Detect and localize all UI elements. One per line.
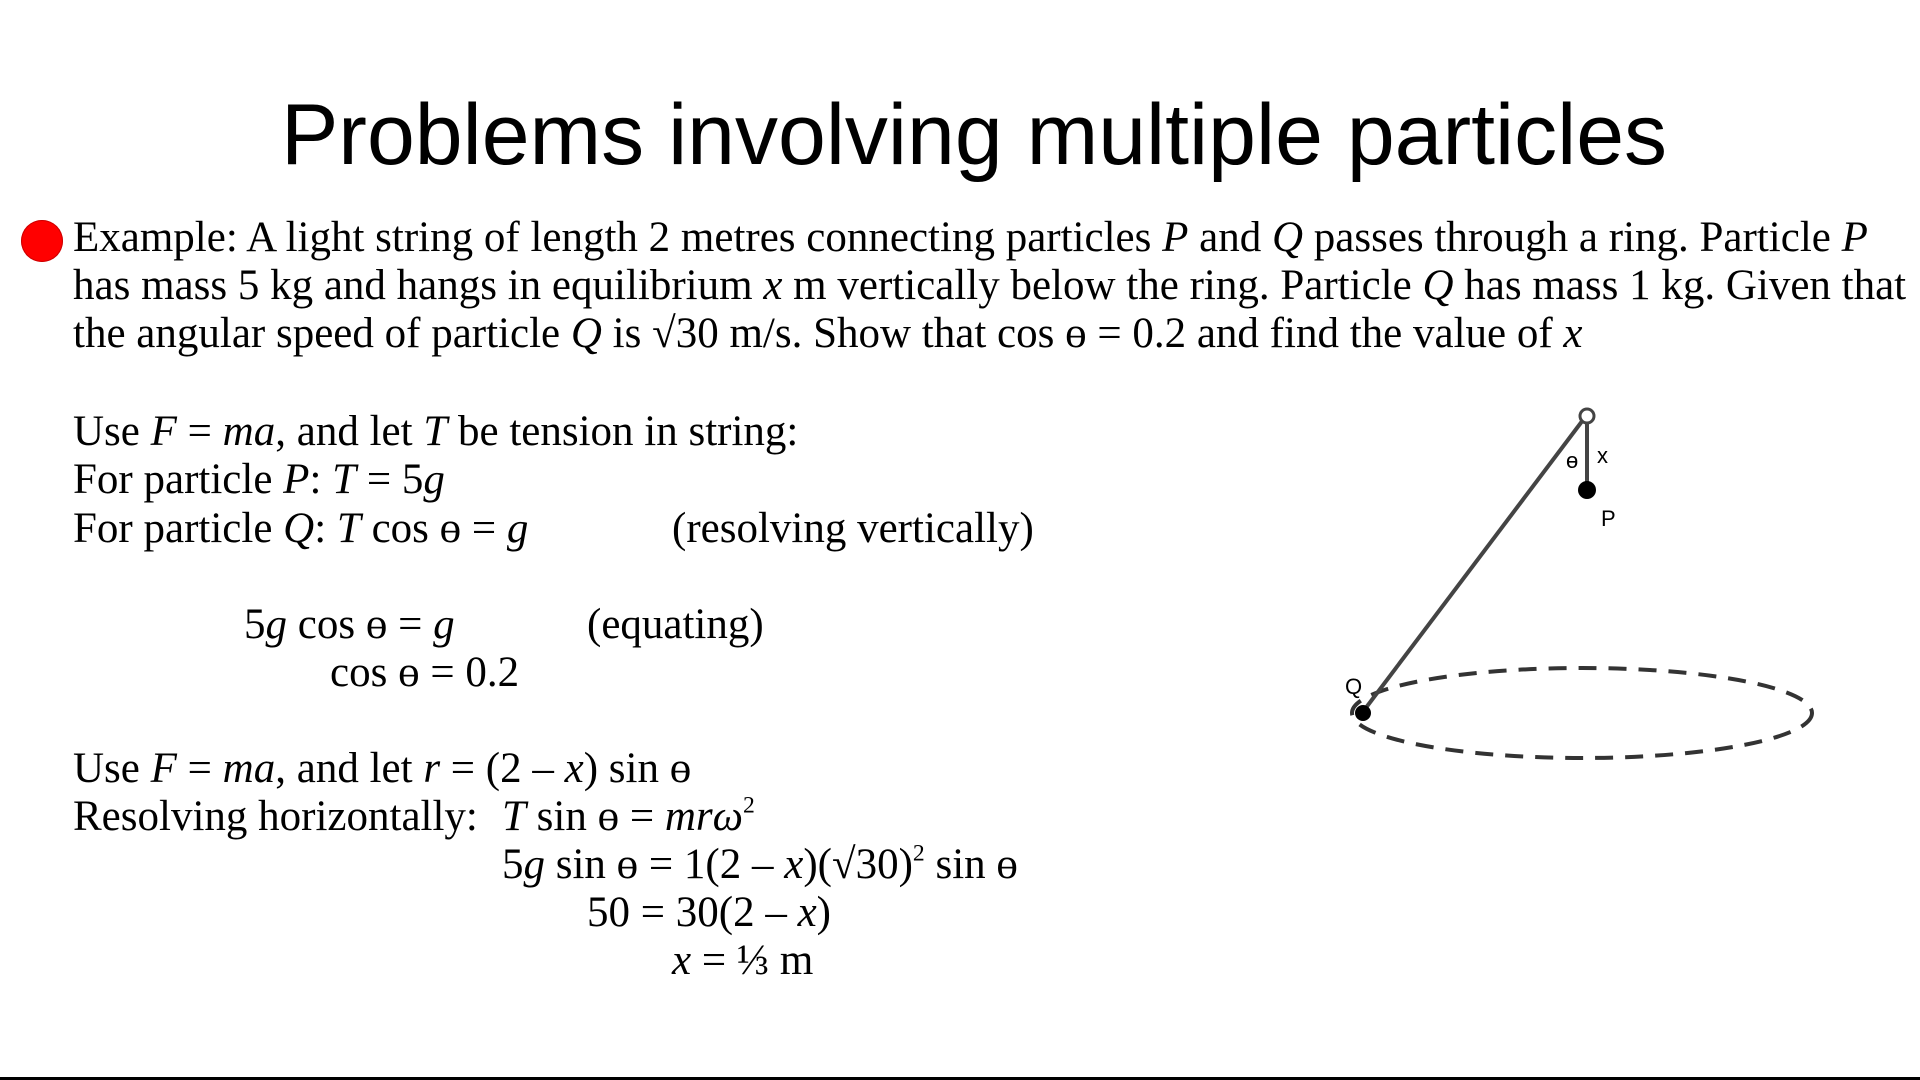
working-line-9: 50 = 30(2 – x) [587,889,831,936]
circular-path [1352,668,1812,758]
bullet-dot-icon [21,220,63,262]
example-text: has mass 5 kg and hangs in equilibrium [73,262,764,309]
working-note-equating: (equating) [587,601,764,648]
label-p: P [1601,506,1616,531]
ring-icon [1580,409,1594,423]
working-line-5: cos ɵ = 0.2 [330,649,520,696]
example-var-p: P [1162,214,1189,261]
working-line-3: For particle Q: T cos ɵ = g [73,505,529,552]
working-line-4: 5g cos ɵ = g [244,601,455,648]
example-text: Example: A light string of length 2 metres connecting particles [73,214,1163,261]
working-line-7-label: Resolving horizontally: [73,793,478,840]
label-q: Q [1345,674,1363,699]
working-line-7: T sin ɵ = mrω$^2$ [502,792,755,840]
example-var-q: Q [1422,262,1454,309]
working-line-1: Use F = ma, and let T be tension in string: [73,408,799,455]
particle-p [1578,481,1596,499]
conical-pendulum-diagram [1320,400,1840,780]
label-x: x [1597,443,1608,468]
slide-title: Problems involving multiple particles [280,87,1668,183]
example-var-p: P [1841,214,1868,261]
working-line-8: 5g sin ɵ = $1(2 - x)(√30)^2$ sin ɵ [502,840,1018,888]
particle-q [1355,705,1371,721]
example-var-x: x [763,262,783,309]
label-theta: ɵ [1566,448,1579,473]
example-text: passes through a ring. Particle [1303,214,1842,261]
working-line-10: x = ⅓ m [672,937,814,984]
working-line-2: For particle P: T = 5g [73,456,445,503]
example-var-x: x [1563,310,1583,357]
example-text: has mass 1 kg. Given that the angular speed of particle [73,262,1907,357]
example-text: and [1188,214,1272,261]
example-text: is √30 m/s. Show that cos ɵ = 0.2 and find the value of [601,310,1564,357]
example-paragraph [73,214,1913,358]
example-var-q: Q [570,310,602,357]
example-var-q: Q [1271,214,1304,261]
working-note-resolving-vertically: (resolving vertically) [672,505,1034,552]
example-text: m vertically below the ring. Particle [782,262,1423,309]
working-line-6: Use F = ma, and let r = (2 – x) sin ɵ [73,745,692,792]
